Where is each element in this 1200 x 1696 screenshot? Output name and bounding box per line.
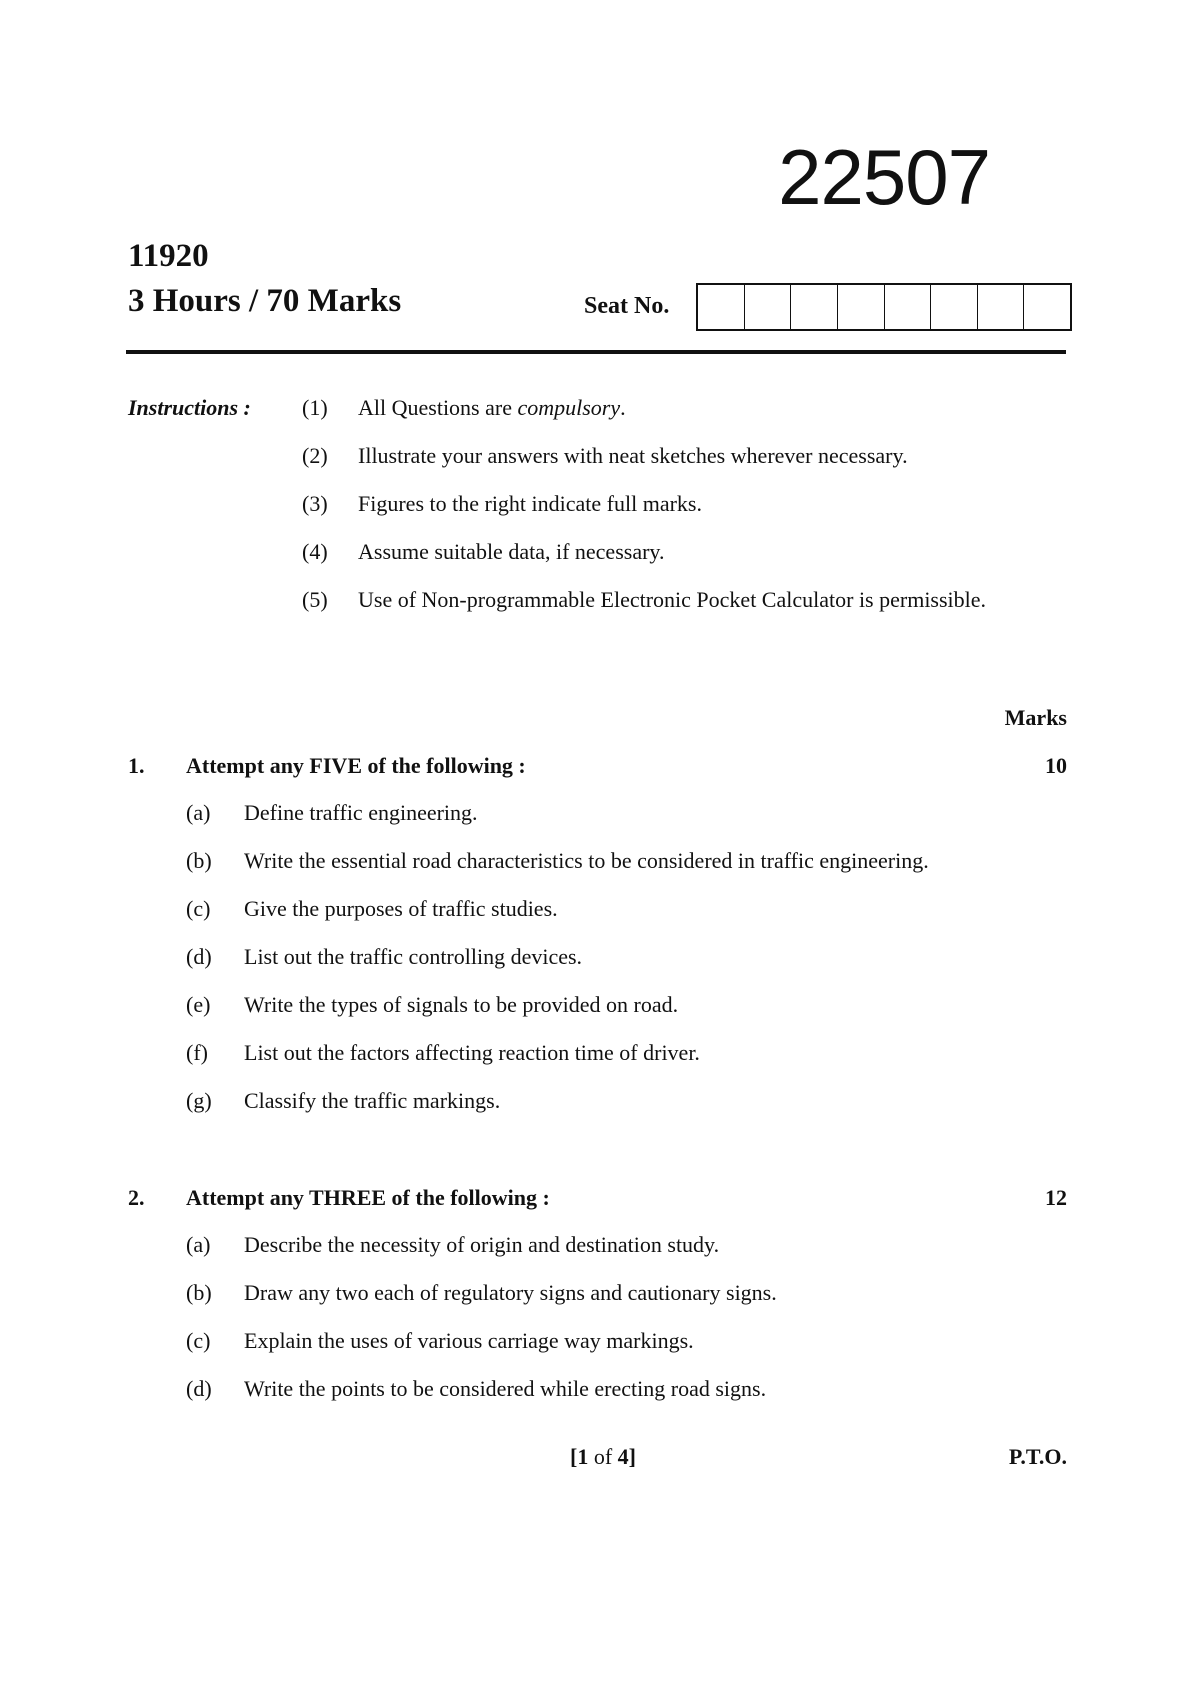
- subquestion-label: (a): [186, 800, 211, 825]
- subquestion-label: (a): [186, 1232, 211, 1257]
- seat-digit-box[interactable]: [885, 285, 932, 329]
- page-indicator: [570, 1444, 636, 1470]
- subquestion-label: (g): [186, 1088, 212, 1113]
- instruction-text-emphasis: compulsory: [517, 395, 621, 420]
- instruction-number: (1): [302, 395, 328, 420]
- seat-number-boxes[interactable]: [696, 283, 1072, 331]
- seat-digit-box[interactable]: [698, 285, 745, 329]
- subject-code: 22507: [778, 133, 990, 221]
- subquestion-text: List out the factors affecting reaction time of driver.: [244, 1040, 700, 1065]
- paper-code: 11920: [128, 238, 209, 274]
- instruction-number: (2): [302, 443, 328, 468]
- instruction-text: Figures to the right indicate full marks.: [358, 491, 702, 516]
- instruction-number: (3): [302, 491, 328, 516]
- instruction-text: Use of Non-programmable Electronic Pocket Calculator is permissible.: [358, 587, 987, 612]
- seat-digit-box[interactable]: [931, 285, 978, 329]
- subquestion-text: Describe the necessity of origin and destination study.: [244, 1232, 720, 1257]
- page-of: of: [588, 1444, 618, 1469]
- subquestion-text: Give the purposes of traffic studies.: [244, 896, 558, 921]
- instruction-text: Illustrate your answers with neat sketches wherever necessary.: [358, 443, 908, 468]
- subquestion-text: Write the types of signals to be provided on road.: [244, 992, 679, 1017]
- subquestion-label: (d): [186, 944, 212, 969]
- instruction-number: (5): [302, 587, 328, 612]
- marks-column-heading: Marks: [1004, 705, 1067, 730]
- seat-number-label: Seat No.: [584, 293, 670, 319]
- subquestion-label: (e): [186, 992, 211, 1017]
- duration-marks: 3 Hours / 70 Marks: [128, 283, 402, 319]
- subquestion-label: (d): [186, 1376, 212, 1401]
- subquestion-text: Write the essential road characteristics to be considered in traffic engineering.: [244, 848, 929, 873]
- page-close: 4]: [617, 1444, 636, 1469]
- subquestion-label: (c): [186, 896, 211, 921]
- subquestion-text: Explain the uses of various carriage way markings.: [244, 1328, 694, 1353]
- question-marks: 10: [1045, 753, 1067, 778]
- instruction-text: [358, 395, 626, 421]
- subquestion-text: Classify the traffic markings.: [244, 1088, 501, 1113]
- instructions-label: Instructions :: [128, 395, 251, 420]
- header-divider: [126, 350, 1066, 354]
- subquestion-text: List out the traffic controlling devices.: [244, 944, 583, 969]
- subquestion-text: Write the points to be considered while erecting road signs.: [244, 1376, 767, 1401]
- please-turn-over: P.T.O.: [1008, 1444, 1067, 1469]
- question-marks: 12: [1045, 1185, 1067, 1210]
- question-number: 1.: [128, 753, 145, 778]
- instruction-text-end: .: [620, 395, 626, 420]
- page-open: [1: [570, 1444, 589, 1469]
- seat-digit-box[interactable]: [791, 285, 838, 329]
- instruction-text-plain: All Questions are: [358, 395, 518, 420]
- seat-digit-box[interactable]: [1024, 285, 1070, 329]
- seat-digit-box[interactable]: [978, 285, 1025, 329]
- question-title: Attempt any THREE of the following :: [186, 1185, 550, 1210]
- instruction-number: (4): [302, 539, 328, 564]
- question-title: Attempt any FIVE of the following :: [186, 753, 526, 778]
- subquestion-text: Define traffic engineering.: [244, 800, 478, 825]
- seat-digit-box[interactable]: [838, 285, 885, 329]
- instruction-text: Assume suitable data, if necessary.: [358, 539, 665, 564]
- subquestion-text: Draw any two each of regulatory signs and cautionary signs.: [244, 1280, 777, 1305]
- subquestion-label: (c): [186, 1328, 211, 1353]
- subquestion-label: (b): [186, 1280, 212, 1305]
- subquestion-label: (b): [186, 848, 212, 873]
- seat-digit-box[interactable]: [745, 285, 792, 329]
- subquestion-label: (f): [186, 1040, 208, 1065]
- question-number: 2.: [128, 1185, 145, 1210]
